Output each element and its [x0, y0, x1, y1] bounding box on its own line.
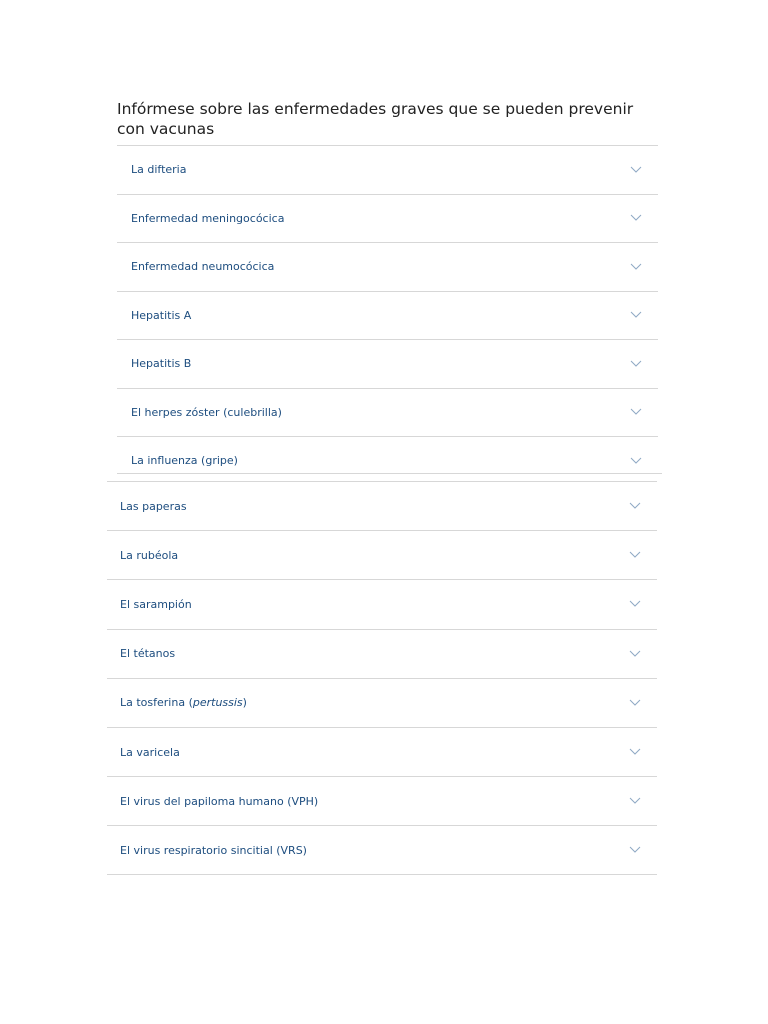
accordion-item-whooping-cough[interactable] — [107, 678, 657, 727]
chevron-down-icon — [629, 748, 641, 756]
accordion-item-label: Hepatitis A — [131, 308, 192, 322]
accordion-item-label: El sarampión — [120, 597, 192, 611]
accordion-item-hpv[interactable] — [107, 776, 657, 825]
chevron-down-icon — [630, 311, 642, 319]
accordion-item-label: La difteria — [131, 163, 187, 177]
chevron-down-icon — [630, 360, 642, 368]
chevron-down-icon — [629, 650, 641, 658]
accordion-item-rsv[interactable] — [107, 825, 657, 874]
chevron-down-icon — [630, 166, 642, 174]
chevron-down-icon — [629, 846, 641, 854]
accordion-item-label: El herpes zóster (culebrilla) — [131, 405, 282, 419]
accordion-item-chickenpox[interactable] — [107, 727, 657, 776]
accordion-item-label — [120, 696, 247, 709]
accordion-list-primary — [117, 145, 658, 485]
accordion-item-mumps[interactable] — [107, 481, 657, 530]
accordion-item-diphtheria[interactable] — [117, 145, 658, 194]
accordion-item-hepatitis-b[interactable] — [117, 339, 658, 388]
label-prefix: La tosferina ( — [120, 696, 193, 710]
accordion-item-hepatitis-a[interactable] — [117, 291, 658, 340]
chevron-down-icon — [629, 797, 641, 805]
section-title: Infórmese sobre las enfermedades graves que se pueden prevenir con vacunas — [117, 100, 634, 138]
accordion-item-label: La influenza (gripe) — [131, 454, 238, 468]
accordion-item-label: Enfermedad meningocócica — [131, 211, 285, 225]
accordion-item-label: La varicela — [120, 745, 180, 759]
divider — [107, 874, 657, 875]
chevron-down-icon — [629, 502, 641, 510]
accordion-item-influenza[interactable] — [117, 436, 658, 485]
chevron-down-icon — [629, 600, 641, 608]
accordion-item-label: Hepatitis B — [131, 357, 192, 371]
chevron-down-icon — [630, 408, 642, 416]
chevron-down-icon — [629, 699, 641, 707]
accordion-item-meningococcal[interactable] — [117, 194, 658, 243]
accordion-item-label: Enfermedad neumocócica — [131, 260, 275, 274]
chevron-down-icon — [630, 214, 642, 222]
accordion-item-tetanus[interactable] — [107, 629, 657, 678]
accordion-list-secondary — [107, 481, 657, 875]
chevron-down-icon — [629, 551, 641, 559]
label-italic: pertussis — [192, 696, 243, 710]
divider — [117, 473, 662, 474]
chevron-down-icon — [630, 263, 642, 271]
accordion-item-pneumococcal[interactable] — [117, 242, 658, 291]
accordion-item-label: El tétanos — [120, 647, 176, 661]
accordion-item-label: La rubéola — [120, 548, 179, 562]
accordion-item-label: El virus respiratorio sincitial (VRS) — [120, 843, 307, 857]
chevron-down-icon — [630, 457, 642, 465]
label-suffix: ) — [242, 696, 247, 710]
accordion-item-label: El virus del papiloma humano (VPH) — [120, 794, 319, 808]
accordion-item-rubella[interactable] — [107, 530, 657, 579]
accordion-item-label: Las paperas — [120, 499, 187, 513]
accordion-item-measles[interactable] — [107, 579, 657, 628]
accordion-item-shingles[interactable] — [117, 388, 658, 437]
